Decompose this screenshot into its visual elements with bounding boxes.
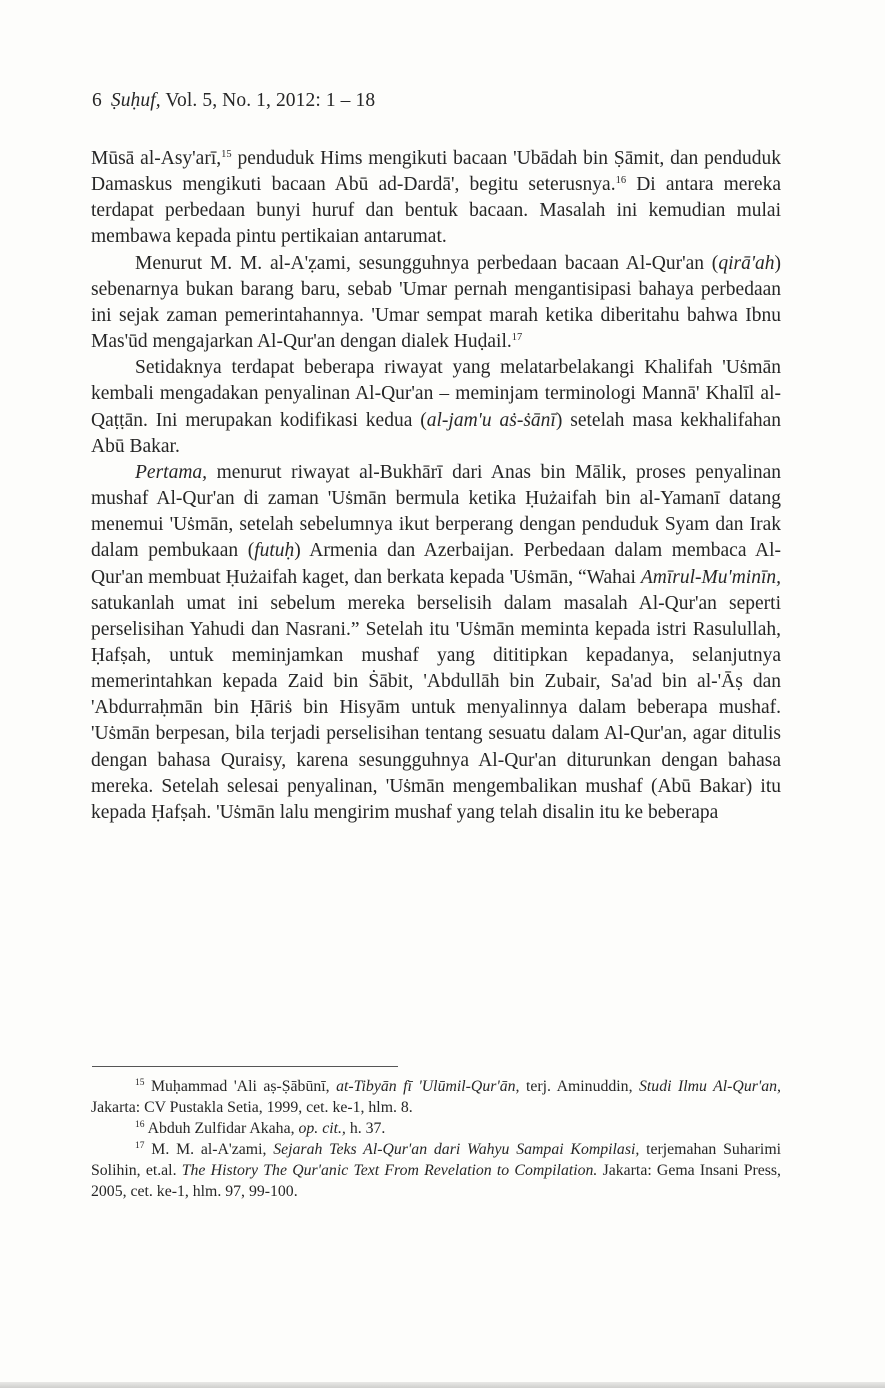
italic-text: Sejarah Teks Al-Qur'an dari Wahyu Sampai Kompilasi, bbox=[273, 1141, 640, 1158]
text-run: Jakarta: CV Pustakla Setia, 1999, cet. ke-1, hlm. 8. bbox=[91, 1099, 413, 1116]
italic-text: qirā'ah bbox=[718, 252, 775, 274]
journal-name: Ṣuḥuf, bbox=[110, 90, 161, 111]
italic-text: Amīrul-Mu'minīn, bbox=[640, 566, 781, 588]
text-run: ) Armenia dan Azerbaijan. Perbedaan dalam membaca Al-Qur'an membuat Ḥużaifah kaget, dan berkata kepada 'Uṡmān, “Wahai bbox=[91, 540, 781, 588]
paragraph-2 bbox=[91, 251, 781, 356]
text-run: Di antara mereka terdapat perbedaan bunyi huruf dan bentuk bacaan. Masalah ini kemudian mulai membawa kepada pintu pertikaian antarumat. bbox=[91, 174, 781, 248]
text-run: Jakarta: Gema Insani Press, 2005, cet. ke-1, hlm. 97, 99-100. bbox=[91, 1162, 782, 1200]
italic-text: Studi Ilmu Al-Qur'an, bbox=[639, 1078, 782, 1095]
italic-text: al-jam'u aṡ-ṡānī bbox=[426, 409, 556, 431]
paragraph-1 bbox=[91, 146, 781, 251]
footnote-ref: 15 bbox=[135, 1078, 145, 1088]
text-run: Menurut M. M. al-A'ẓami, sesungguhnya perbedaan bacaan Al-Qur'an ( bbox=[135, 252, 719, 274]
footnote-ref: 15 bbox=[221, 149, 232, 160]
text-run: satukanlah umat ini sebelum mereka berselisih dalam masalah Al-Qur'an seperti perselisihan Yahudi dan Nasrani.” Setelah itu 'Uṡmān meminta kepada istri Rasulullah, Ḥafṣah, untuk meminjamkan mushaf yang dititipkan kepadanya, selanjutnya memerintahkan kepada Zaid bin Ṡābit, 'Abdullāh bin Zubair, Sa'ad bin al-'Āṣ dan 'Abdurraḥmān bin Ḥāriṡ bin Hisyām untuk menyalinnya dalam beberapa mushaf. 'Uṡmān berpesan, bila terjadi perselisihan tentang sesuatu dalam Al-Qur'an, agar ditulis dengan bahasa Quraisy, karena sesungguhnya Al-Qur'an diturunkan dengan bahasa mereka. Setelah selesai penyalinan, 'Uṡmān mengembalikan mushaf (Abū Bakar) itu kepada Ḥafṣah. 'Uṡmān lalu mengirim mushaf yang telah disalin itu ke beberapa bbox=[91, 592, 781, 823]
text-run: Mūsā al-Asy'arī, bbox=[91, 148, 222, 169]
paragraph-3 bbox=[91, 355, 781, 460]
italic-text: Pertama, bbox=[135, 461, 208, 483]
running-header bbox=[92, 90, 375, 112]
footnote-ref: 17 bbox=[511, 332, 523, 344]
footnote-ref: 16 bbox=[135, 1120, 145, 1130]
footnote-3 bbox=[91, 1139, 781, 1202]
text-run: M. M. al-A'zami, bbox=[144, 1141, 274, 1158]
text-run: Muḥammad 'Ali aṣ-Ṣābūnī, bbox=[144, 1078, 337, 1095]
footnote-ref: 16 bbox=[615, 175, 627, 187]
text-run: terj. Aminuddin, bbox=[519, 1078, 640, 1095]
footnote-divider bbox=[92, 1066, 398, 1067]
text-run: penduduk Hims mengikuti bacaan 'Ubādah bin Ṣāmit, dan penduduk Damaskus mengikuti bacaan Abū ad-Dardā', begitu seterusnya. bbox=[91, 148, 781, 196]
footnote-ref: 17 bbox=[135, 1141, 145, 1151]
italic-text: The History The Qur'anic Text From Revelation to Compilation. bbox=[181, 1162, 598, 1179]
footnote-1 bbox=[91, 1076, 781, 1118]
footnote-2 bbox=[91, 1118, 781, 1139]
text-run: ) sebenarnya bukan barang baru, sebab 'Umar pernah mengantisipasi bahaya perbedaan ini sejak zaman pemerintahannya. 'Umar sempat marah ketika diberitahu bahwa Ibnu Mas'ūd mengajarkan Al-Qur'an dengan dialek Huḍail. bbox=[91, 252, 781, 353]
text-run: Abduh Zulfidar Akaha, bbox=[144, 1120, 299, 1137]
text-run: menurut riwayat al-Bukhārī dari Anas bin Mālik, proses penyalinan mushaf Al-Qur'an di zaman 'Uṡmān bermula ketika Ḥużaifah bin al-Yamanī datang menemui 'Uṡmān, setelah sebelumnya ikut berperang dengan penduduk Syam dan Irak dalam pembukaan ( bbox=[91, 461, 781, 562]
paragraph-4 bbox=[91, 460, 781, 826]
page-number: 6 bbox=[92, 90, 102, 111]
italic-text: futuḥ bbox=[254, 540, 295, 562]
scan-edge bbox=[0, 1382, 885, 1388]
text-run: Setidaknya terdapat beberapa riwayat yang melatarbelakangi Khalifah 'Uṡmān kembali mengadakan penyalinan Al-Qur'an – meminjam terminologi Mannā' Khalīl al-Qaṭṭān. Ini merupakan kodifikasi kedua ( bbox=[91, 357, 781, 431]
text-run: terjemahan Suharimi Solihin, et.al. bbox=[91, 1141, 781, 1179]
body-text bbox=[91, 146, 781, 826]
italic-text: op. cit., bbox=[298, 1120, 346, 1137]
italic-text: at-Tibyān fī 'Ulūmil-Qur'ān, bbox=[336, 1078, 520, 1095]
text-run: ) setelah masa kekhalifahan Abū Bakar. bbox=[91, 409, 782, 457]
footnotes bbox=[91, 1076, 781, 1202]
text-run: h. 37. bbox=[345, 1120, 386, 1137]
journal-issue: Vol. 5, No. 1, 2012: 1 – 18 bbox=[165, 90, 376, 111]
